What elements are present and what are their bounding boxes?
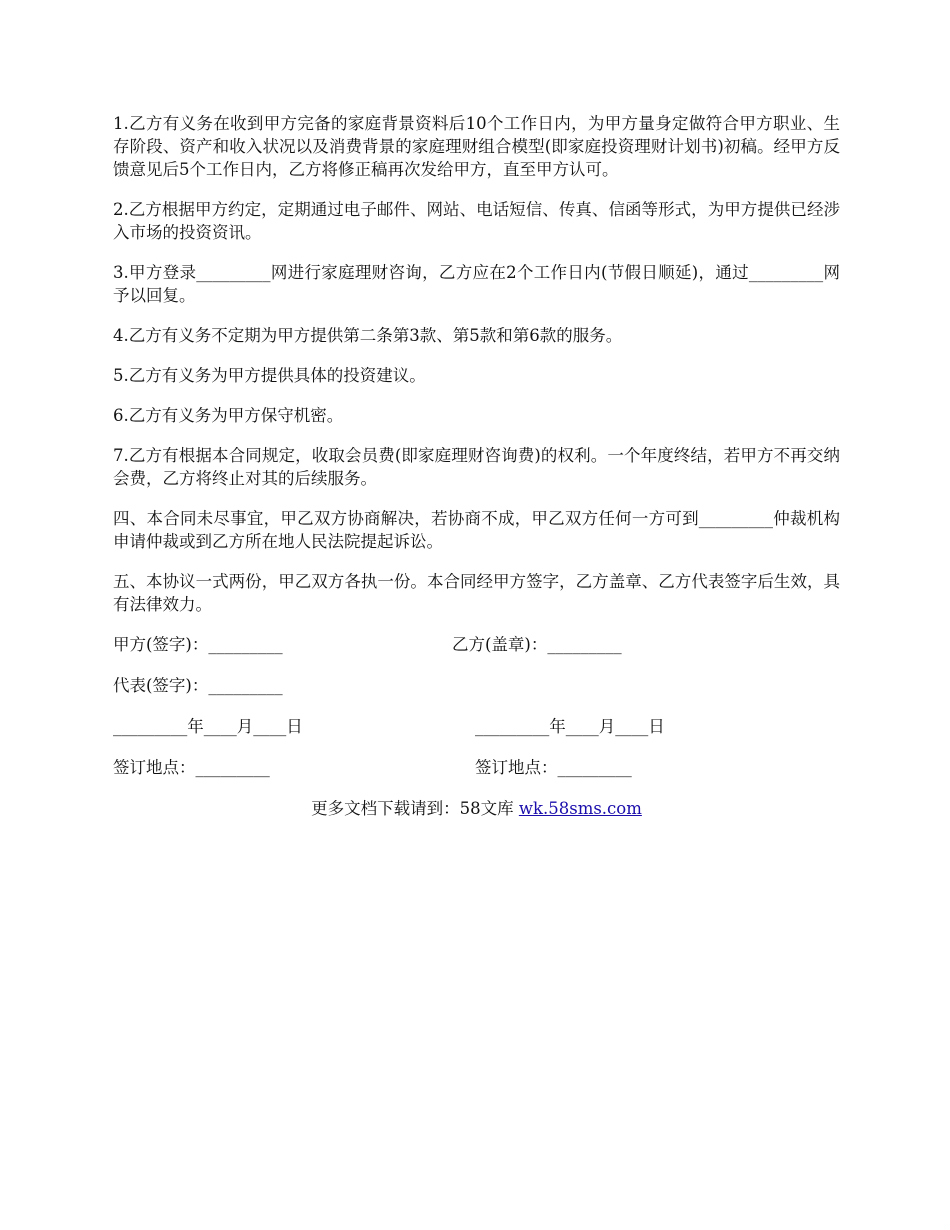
footer-link[interactable]: wk.58sms.com: [518, 799, 642, 818]
party-a-signature: 甲方(签字)：_________: [113, 635, 283, 654]
footer-text: 更多文档下载请到：58文库: [311, 799, 519, 818]
clause-7: 7.乙方有根据本合同规定，收取会员费(即家庭理财咨询费)的权利。一个年度终结，若甲方不再交纳会费，乙方将终止对其的后续服务。: [113, 446, 840, 488]
signature-row-places: [113, 756, 840, 779]
document-body: [113, 112, 840, 820]
place-left: 签订地点：_________: [113, 758, 270, 777]
date-left: _________年____月____日: [113, 717, 303, 736]
clause-1: 1.乙方有义务在收到甲方完备的家庭背景资料后10个工作日内，为甲方量身定做符合甲方职业、生存阶段、资产和收入状况以及消费背景的家庭理财组合模型(即家庭投资理财计划书)初稿。经甲方反馈意见后5个工作日内，乙方将修正稿再次发给甲方，直至甲方认可。: [113, 114, 840, 179]
clause-5: 5.乙方有义务为甲方提供具体的投资建议。: [113, 366, 426, 385]
party-b-seal: 乙方(盖章)：_________: [452, 635, 622, 654]
representative-signature: 代表(签字)：_________: [113, 676, 283, 695]
signature-row-parties: [113, 633, 840, 656]
clause-3: 3.甲方登录_________网进行家庭理财咨询，乙方应在2个工作日内(节假日顺延)，通过_________网予以回复。: [113, 263, 840, 305]
clause-6: 6.乙方有义务为甲方保守机密。: [113, 406, 344, 425]
clause-4: 4.乙方有义务不定期为甲方提供第二条第3款、第5款和第6款的服务。: [113, 326, 623, 345]
clause-2: 2.乙方根据甲方约定，定期通过电子邮件、网站、电话短信、传真、信函等形式，为甲方提供已经涉入市场的投资资讯。: [113, 200, 840, 242]
section-five: 五、本协议一式两份，甲乙双方各执一份。本合同经甲方签字，乙方盖章、乙方代表签字后生效，具有法律效力。: [113, 572, 840, 614]
footer: [113, 797, 840, 820]
signature-row-dates: [113, 715, 840, 738]
signature-row-representative: [113, 674, 840, 697]
section-four: 四、本合同未尽事宜，甲乙双方协商解决，若协商不成，甲乙双方任何一方可到_________仲裁机构申请仲裁或到乙方所在地人民法院提起诉讼。: [113, 509, 840, 551]
date-right: _________年____月____日: [475, 717, 665, 736]
place-right: 签订地点：_________: [475, 758, 632, 777]
